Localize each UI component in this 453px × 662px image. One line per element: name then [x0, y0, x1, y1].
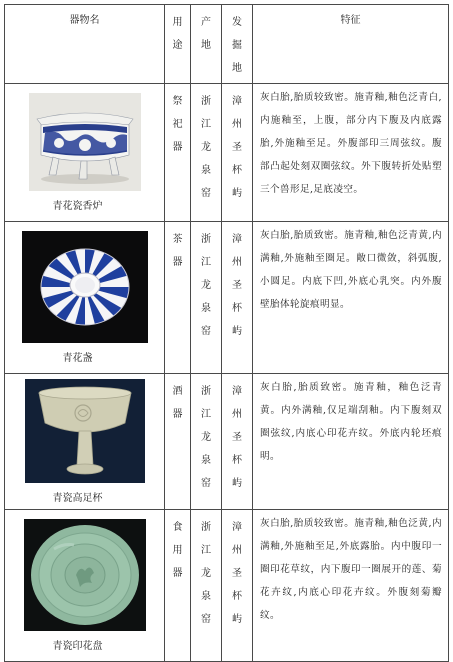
header-row	[5, 5, 449, 84]
item-site: 漳州圣杯屿	[232, 522, 242, 625]
use-cell	[165, 510, 191, 662]
header-use: 用途	[172, 17, 183, 51]
item-name: 青花盏	[62, 353, 93, 364]
censer-image	[29, 93, 141, 191]
item-site: 漳州圣杯屿	[232, 386, 242, 489]
use-cell	[165, 374, 191, 510]
item-use: 祭祀器	[172, 96, 183, 153]
header-origin-cell	[191, 5, 222, 84]
header-features: 特征	[253, 5, 449, 84]
item-origin: 浙江龙泉窑	[201, 96, 211, 199]
item-name: 青瓷印花盘	[52, 641, 103, 652]
use-cell	[165, 84, 191, 222]
item-name: 青花瓷香炉	[52, 201, 103, 212]
item-origin: 浙江龙泉窑	[201, 522, 211, 625]
site-cell	[222, 374, 253, 510]
item-site: 漳州圣杯屿	[232, 96, 242, 199]
origin-cell	[191, 222, 222, 374]
item-use: 茶器	[172, 234, 183, 268]
item-use: 食用器	[172, 522, 183, 579]
table-row	[5, 222, 449, 374]
header-site: 发掘地	[232, 17, 242, 74]
header-site-cell	[222, 5, 253, 84]
name-cell	[5, 374, 165, 510]
item-origin: 浙江龙泉窑	[201, 234, 211, 337]
item-features: 灰白胎,胎质较致密。施青釉,釉色泛青白,内施釉至，上腹，部分内下腹及内底露胎,外施釉至足。外腹部印三周弦纹。腹部凸起处刻双圈弦纹。外下腹转折处贴塑三个兽形足,足底凌空。	[253, 84, 449, 222]
header-origin: 产地	[201, 17, 211, 51]
item-features: 灰白胎,胎质较致密。施青釉,釉色泛黄,内满釉,外施釉至足,外底露胎。内中腹印一圈印花草纹，内下腹印一圈展开的莲、菊花卉纹,内底心印花卉纹。外腹刻菊瓣纹。	[253, 510, 449, 662]
site-cell	[222, 222, 253, 374]
header-use-cell	[165, 5, 191, 84]
name-cell	[5, 222, 165, 374]
table-row	[5, 84, 449, 222]
item-site: 漳州圣杯屿	[232, 234, 242, 337]
striped-cup-image	[22, 231, 148, 343]
origin-cell	[191, 374, 222, 510]
site-cell	[222, 84, 253, 222]
site-cell	[222, 510, 253, 662]
origin-cell	[191, 510, 222, 662]
stem-cup-image	[25, 379, 145, 483]
name-cell	[5, 84, 165, 222]
table-row	[5, 510, 449, 662]
ceramics-table	[4, 4, 449, 662]
header-name: 器物名	[5, 5, 165, 84]
origin-cell	[191, 84, 222, 222]
celadon-dish-image	[24, 519, 146, 631]
item-features: 灰白胎,胎质致密。施青釉，釉色泛青黄。内外满釉,仅足端刮釉。内下腹刻双圈弦纹,内底心印花卉纹。外底内轮坯痕明。	[253, 374, 449, 510]
table-row	[5, 374, 449, 510]
item-use: 酒器	[172, 386, 183, 420]
item-features: 灰白胎,胎质致密。施青釉,釉色泛青黄,内满釉,外施釉至圈足。敞口微敛，斜弧腹,小圆足。内底下凹,外底心乳突。内外腹壁胎体轮旋痕明显。	[253, 222, 449, 374]
item-name: 青瓷高足杯	[52, 493, 103, 504]
name-cell	[5, 510, 165, 662]
use-cell	[165, 222, 191, 374]
item-origin: 浙江龙泉窑	[201, 386, 211, 489]
